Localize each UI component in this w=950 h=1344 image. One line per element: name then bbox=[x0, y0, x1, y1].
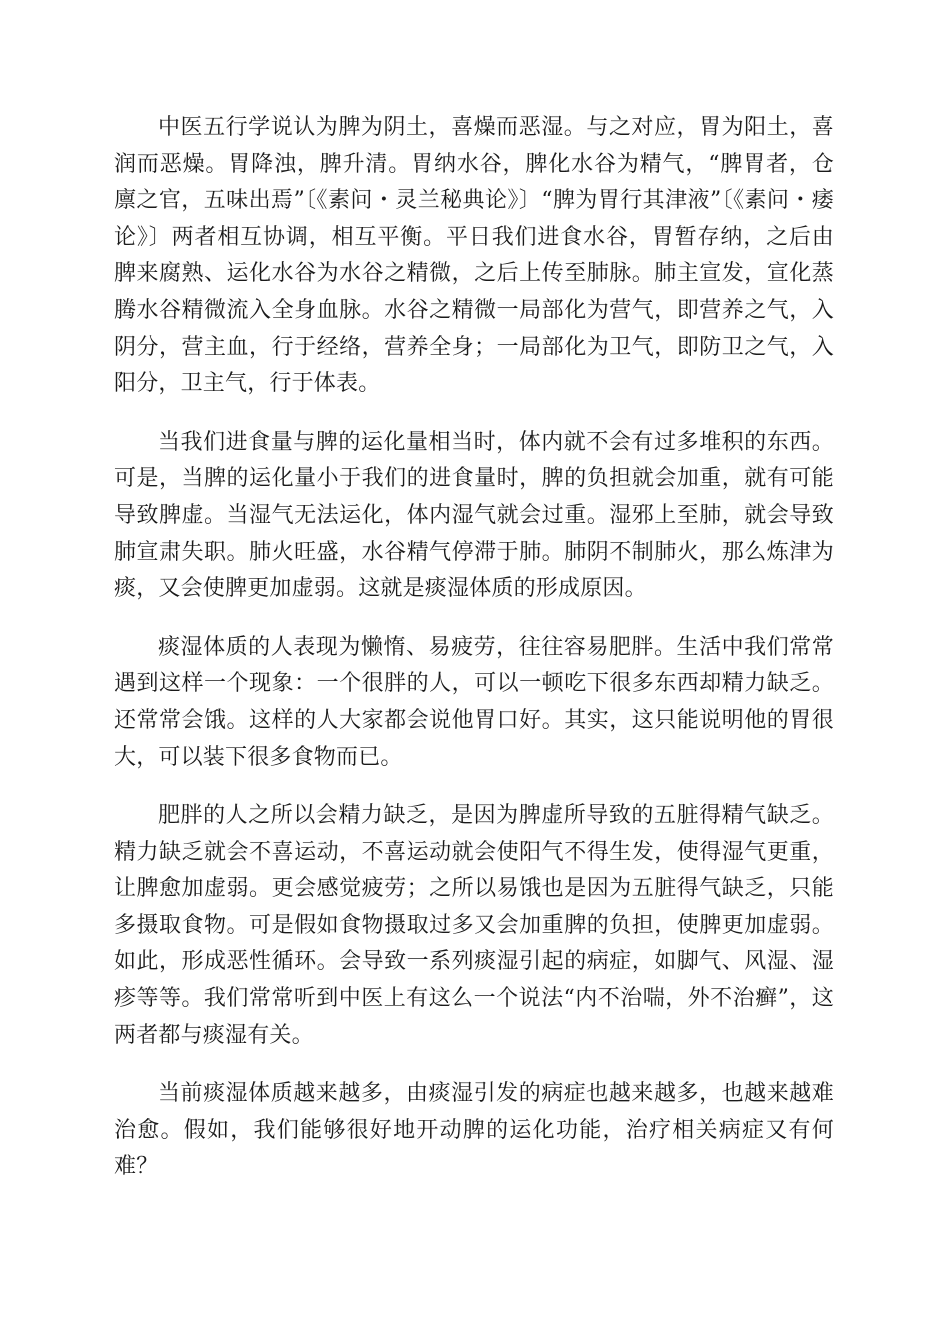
paragraph-5: 当前痰湿体质越来越多，由痰湿引发的病症也越来越多，也越来越难治愈。假如，我们能够很好地开动脾的运化功能，治疗相关病症又有何难？ bbox=[114, 1081, 834, 1180]
document-body bbox=[114, 110, 834, 1208]
paragraph-3: 痰湿体质的人表现为懒惰、易疲劳，往往容易肥胖。生活中我们常常遇到这样一个现象：一个很胖的人，可以一顿吃下很多东西却精力缺乏。还常常会饿。这样的人大家都会说他胃口好。其实，这只能说明他的胃很大，可以装下很多食物而已。 bbox=[114, 634, 834, 770]
paragraph-4: 肥胖的人之所以会精力缺乏，是因为脾虚所导致的五脏得精气缺乏。精力缺乏就会不喜运动，不喜运动就会使阳气不得生发，使得湿气更重，让脾愈加虚弱。更会感觉疲劳；之所以易饿也是因为五脏得气缺乏，只能多摄取食物。可是假如食物摄取过多又会加重脾的负担，使脾更加虚弱。如此，形成恶性循环。会导致一系列痰湿引起的病症，如脚气、风湿、湿疹等等。我们常常听到中医上有这么一个说法“内不治喘，外不治癣”，这两者都与痰湿有关。 bbox=[114, 803, 834, 1048]
paragraph-2: 当我们进食量与脾的运化量相当时，体内就不会有过多堆积的东西。可是，当脾的运化量小于我们的进食量时，脾的负担就会加重，就有可能导致脾虚。当湿气无法运化，体内湿气就会过重。湿邪上至肺，就会导致肺宣肃失职。肺火旺盛，水谷精气停滞于肺。肺阴不制肺火，那么炼津为痰，又会使脾更加虚弱。这就是痰湿体质的形成原因。 bbox=[114, 429, 834, 602]
paragraph-1: 中医五行学说认为脾为阴土，喜燥而恶湿。与之对应，胃为阳土，喜润而恶燥。胃降浊，脾升清。胃纳水谷，脾化水谷为精气，“脾胃者，仓廪之官，五味出焉”〔《素问・灵兰秘典论》〕“脾为胃行其津液”〔《素问・痿论》〕两者相互协调，相互平衡。平日我们进食水谷，胃暂存纳，之后由脾来腐熟、运化水谷为水谷之精微，之后上传至肺脉。肺主宣发，宣化蒸腾水谷精微流入全身血脉。水谷之精微一局部化为营气，即营养之气，入阴分，营主血，行于经络，营养全身；一局部化为卫气，即防卫之气，入阳分，卫主气，行于体表。 bbox=[114, 115, 834, 397]
